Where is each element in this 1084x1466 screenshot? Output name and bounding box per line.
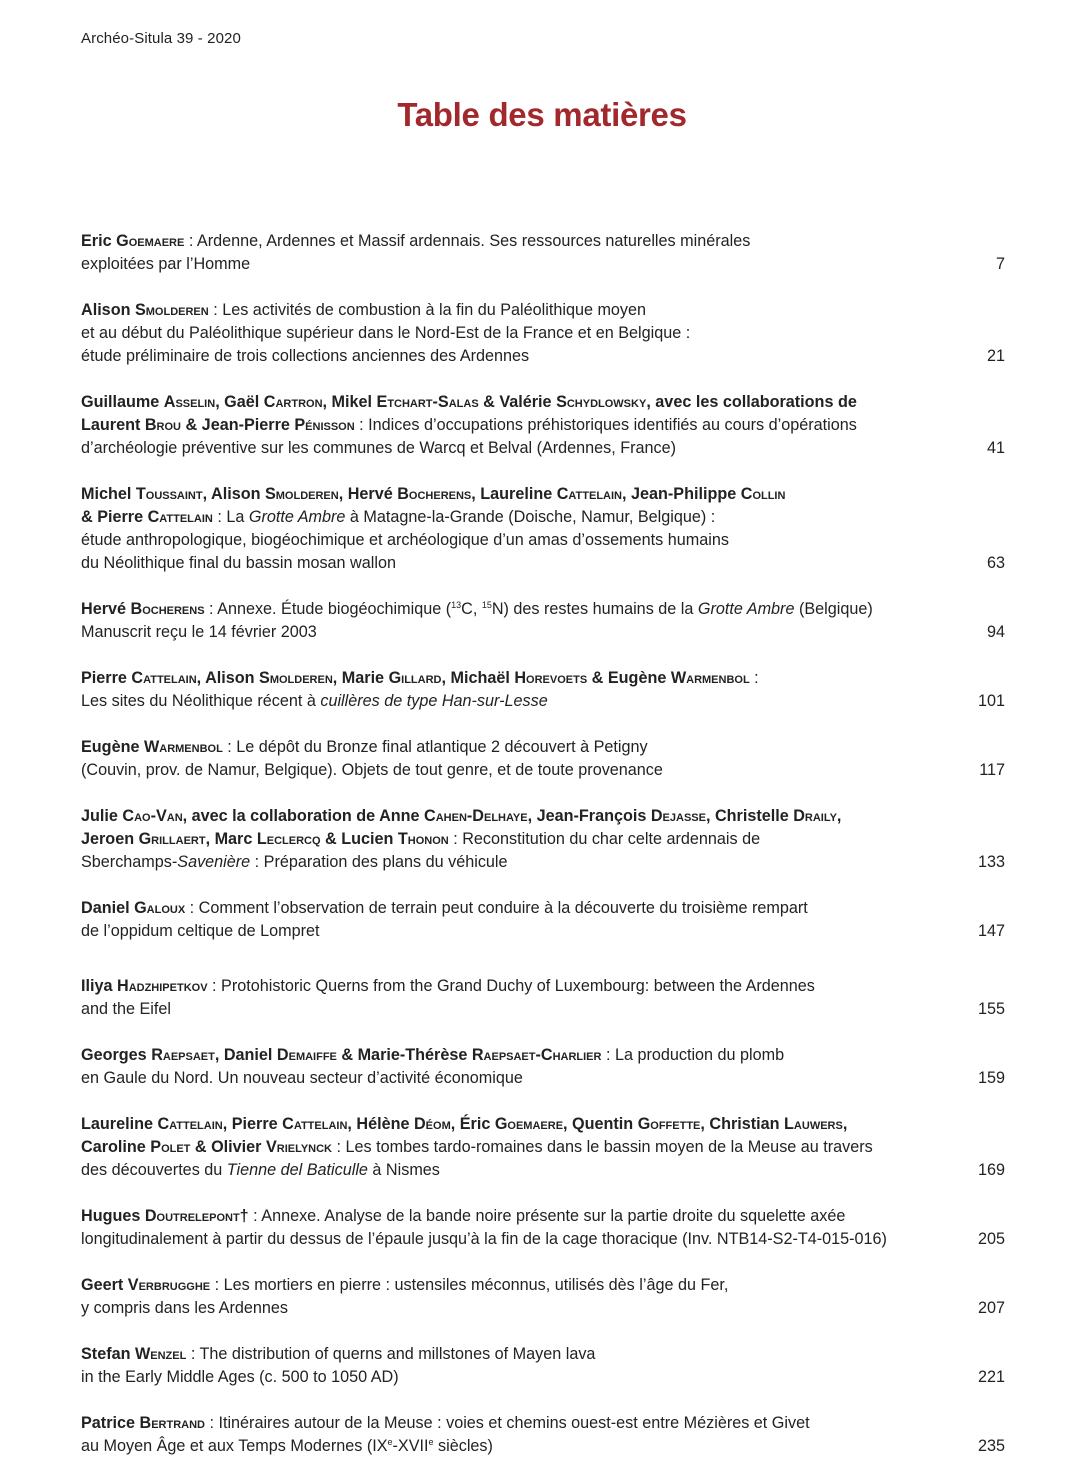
entry-line [81,1044,1011,1067]
toc-entry [81,391,1011,460]
author-surname: Smolderen [259,669,333,687]
entry-authors: & Pierre Cattelain [81,508,213,526]
author-surname: Warmenbol [143,738,223,756]
entry-title-text: Les sites du Néolithique récent à [81,692,321,710]
entry-line [81,1159,1011,1182]
entry-line [81,897,1011,920]
author-surname: Smolderen [264,485,339,503]
entry-title-text: : Annexe. Étude biogéochimique ( [204,600,452,618]
author-surname: Asselin [163,393,216,411]
toc-entry [81,1113,1011,1182]
toc-entry [81,1044,1011,1090]
superscript: e [387,1437,393,1447]
entry-authors: Michel Toussaint, Alison Smolderen, Hervé Bocherens, Laureline Cattelain, Jean-Philippe Collin [81,485,786,503]
entry-title-text: siècles) [433,1437,493,1455]
entry-title-text: : Ardenne, Ardennes et Massif ardennais. Ses ressources naturelles minérales [184,232,751,250]
entry-authors: Hervé Bocherens [81,600,205,618]
toc-entry [81,598,1011,644]
author-surname: Cattelain [282,1115,348,1133]
author-surname: Raepsaet-Charlier [471,1046,602,1064]
author-surname: Toussaint [135,485,203,503]
page-number: 155 [977,1000,1005,1018]
entry-title-text: : Itinéraires autour de la Meuse : voies et chemins ouest-est entre Mézières et Givet [204,1414,810,1432]
entry-title-text: des découvertes du [81,1161,227,1179]
entry-line [81,667,1011,690]
entry-line [81,690,1011,713]
author-surname: Demaiffe [276,1046,337,1064]
author-surname: Warmenbol [670,669,750,687]
entry-line [81,1435,1011,1458]
entry-line [81,299,1011,322]
author-surname: Raepsaet [151,1046,215,1064]
author-surname: Pénisson [294,416,355,434]
entry-authors: Pierre Cattelain, Alison Smolderen, Marie Gillard, Michaël Horevoets & Eugène Warmenbol [81,669,750,687]
entry-line: en Gaule du Nord. Un nouveau secteur d’activité économique [81,1069,523,1087]
entry-authors: Jeroen Grillaert, Marc Leclercq & Lucien Thonon [81,830,449,848]
author-surname: Cattelain [147,508,213,526]
entry-authors: Laureline Cattelain, Pierre Cattelain, Hélène Déom, Éric Goemaere, Quentin Goffette, Christian Lauwers, [81,1115,848,1133]
entry-authors: Stefan Wenzel [81,1345,187,1363]
toc-entry [81,897,1011,943]
entry-line [81,414,1011,437]
entry-title-italic: cuillères de type Han-sur-Lesse [320,692,548,710]
superscript: 13 [451,600,462,610]
entry-title-text: : La production du plomb [601,1046,785,1064]
author-surname: Cattelain [131,669,197,687]
page-number: 21 [986,347,1005,365]
author-surname: Polet [150,1138,191,1156]
author-surname: Wenzel [134,1345,187,1363]
author-surname: Horevoets [514,669,588,687]
entry-title-text: : Comment l’observation de terrain peut conduire à la découverte du troisième rempart [185,899,808,917]
entry-title-italic: Tienne del Baticulle [226,1161,368,1179]
entry-line: longitudinalement à partir du dessus de l’épaule jusqu’à la fin de la cage thoracique (Inv. NTB14-S2-T4-015-016) [81,1230,887,1248]
page-number: 7 [995,255,1005,273]
author-surname: Verbrugghe [127,1276,211,1294]
toc-entry [81,1205,1011,1251]
entry-title-text: : Le dépôt du Bronze final atlantique 2 découvert à Petigny [222,738,648,756]
toc-entry [81,483,1011,575]
toc-entry [81,1274,1011,1320]
page-number: 169 [977,1161,1005,1179]
entry-title-text: : The distribution of querns and millstones of Mayen lava [186,1345,596,1363]
dagger-mark: † [239,1207,249,1225]
author-surname: Thonon [397,830,449,848]
author-surname: Lauwers [784,1115,843,1133]
entry-line: Manuscrit reçu le 14 février 2003 [81,623,317,641]
author-surname: Hadzhipetkov [117,977,208,995]
author-surname: Doutrelepont [144,1207,240,1225]
entry-line [81,1274,1011,1297]
entry-title-text: Sberchamps- [81,853,178,871]
entry-line [81,736,1011,759]
author-surname: Cao-Van [122,807,183,825]
page-number: 159 [977,1069,1005,1087]
page-number: 147 [977,922,1005,940]
entry-title-text: à Nismes [367,1161,440,1179]
entry-line [81,391,1011,414]
entry-line: (Couvin, prov. de Namur, Belgique). Objets de tout genre, et de toute provenance [81,761,663,779]
author-surname: Galoux [134,899,186,917]
page-number: 205 [977,1230,1005,1248]
entry-line [81,230,1011,253]
entry-title-text: N) des restes humains de la [491,600,698,618]
author-surname: Collin [740,485,786,503]
author-surname: Vrielynck [265,1138,332,1156]
author-surname: Déom [413,1115,451,1133]
entry-title-text: : Les tombes tardo-romaines dans le bassin moyen de la Meuse au travers [332,1138,873,1156]
entry-title-text: : Annexe. Analyse de la bande noire présente sur la partie droite du squelette axée [248,1207,846,1225]
entry-line: d’archéologie préventive sur les communes de Warcq et Belval (Ardennes, France) [81,439,677,457]
entry-line: du Néolithique final du bassin mosan wallon [81,554,396,572]
entry-line [81,828,1011,851]
entry-title-text: -XVII [392,1437,429,1455]
entry-line [81,483,1011,506]
entry-authors: Patrice Bertrand [81,1414,205,1432]
entry-line: y compris dans les Ardennes [81,1299,288,1317]
entry-authors: Daniel Galoux [81,899,186,917]
entry-authors: Caroline Polet & Olivier Vrielynck [81,1138,332,1156]
entry-line: de l’oppidum celtique de Lompret [81,922,320,940]
entry-line [81,506,1011,529]
page-number: 63 [986,554,1005,572]
entry-line: exploitées par l’Homme [81,255,251,273]
entry-line [81,851,1011,874]
toc-entry [81,1412,1011,1458]
entry-title-italic: Grotte Ambre [697,600,795,618]
author-surname: Goemaere [494,1115,564,1133]
toc-entry [81,299,1011,368]
entry-title-text: : Indices d’occupations préhistoriques identifiés au cours d’opérations [354,416,857,434]
toc-entry [81,975,1011,1021]
entry-authors: Iliya Hadzhipetkov [81,977,208,995]
entry-authors: Eric Goemaere [81,232,185,250]
entry-line: étude préliminaire de trois collections anciennes des Ardennes [81,347,530,365]
toc-entry [81,667,1011,713]
page-number: 207 [977,1299,1005,1317]
page-number: 94 [986,623,1005,641]
entry-line [81,805,1011,828]
page-number: 41 [986,439,1005,457]
entry-authors: Hugues Doutrelepont [81,1207,240,1225]
entry-line: et au début du Paléolithique supérieur dans le Nord-Est de la France et en Belgique : [81,324,691,342]
author-surname: Grillaert [138,830,206,848]
superscript: e [428,1437,434,1447]
author-surname: Cartron [263,393,323,411]
toc-entry [81,736,1011,782]
entry-line: étude anthropologique, biogéochimique et archéologique d’un amas d’ossements humains [81,531,729,549]
entry-line [81,598,1011,621]
author-surname: Bocherens [130,600,205,618]
entry-authors: Eugène Warmenbol [81,738,223,756]
entry-title-text: : Préparation des plans du véhicule [250,853,508,871]
author-surname: Cahen-Delhaye [424,807,528,825]
entry-title-italic: Grotte Ambre [248,508,346,526]
page-number: 101 [977,692,1005,710]
entry-line [81,1343,1011,1366]
entry-title-text: : La [212,508,249,526]
author-surname: Leclercq [256,830,321,848]
entry-line [81,1113,1011,1136]
entry-authors: Alison Smolderen [81,301,209,319]
table-of-contents [81,230,1011,1466]
entry-title-text: (Belgique) [794,600,873,618]
entry-title-text: C, [461,600,482,618]
entry-authors: Guillaume Asselin, Gaël Cartron, Mikel Etchart-Salas & Valérie Schydlowsky, avec les collaborations de [81,393,857,411]
author-surname: Cattelain [157,1115,223,1133]
entry-title-text: : Protohistoric Querns from the Grand Duchy of Luxembourg: between the Ardennes [207,977,815,995]
entry-authors: Julie Cao-Van, avec la collaboration de Anne Cahen-Delhaye, Jean-François Dejasse, Christelle Draily, [81,807,842,825]
entry-title-text: : Les mortiers en pierre : ustensiles méconnus, utilisés dès l’âge du Fer, [210,1276,729,1294]
entry-authors: Georges Raepsaet, Daniel Demaiffe & Marie-Thérèse Raepsaet-Charlier [81,1046,602,1064]
author-surname: Bertrand [139,1414,205,1432]
author-surname: Goemaere [116,232,185,250]
page-number: 117 [979,761,1005,779]
entry-title-text: : Reconstitution du char celte ardennais de [448,830,761,848]
page-title: Table des matières [397,96,687,133]
entry-line: in the Early Middle Ages (c. 500 to 1050 AD) [81,1368,399,1386]
entry-title-text: : [749,669,759,687]
entry-title-italic: Savenière [177,853,251,871]
journal-header: Archéo-Situla 39 - 2020 [81,30,241,47]
author-surname: Etchart-Salas [376,393,479,411]
author-surname: Gillard [388,669,442,687]
author-surname: Dejasse [650,807,706,825]
page-number: 133 [977,853,1005,871]
author-surname: Smolderen [134,301,209,319]
entry-line [81,975,1011,998]
entry-line [81,1205,1011,1228]
entry-authors: Laurent Brou & Jean-Pierre Pénisson [81,416,355,434]
author-surname: Schydlowsky [556,393,647,411]
entry-title-text: au Moyen Âge et aux Temps Modernes (IX [81,1437,388,1455]
author-surname: Cattelain [556,485,622,503]
entry-authors: Geert Verbrugghe [81,1276,211,1294]
page-number: 235 [977,1437,1005,1455]
toc-entry [81,805,1011,874]
author-surname: Draily [793,807,837,825]
toc-entry [81,230,1011,276]
page-number: 221 [977,1368,1005,1386]
toc-entry [81,1343,1011,1389]
entry-title-text: : Les activités de combustion à la fin du Paléolithique moyen [208,301,647,319]
author-surname: Bocherens [397,485,472,503]
entry-title-text: à Matagne-la-Grande (Doische, Namur, Belgique) : [345,508,716,526]
superscript: 15 [481,600,492,610]
author-surname: Goffette [637,1115,701,1133]
author-surname: Brou [144,416,181,434]
entry-line [81,1412,1011,1435]
entry-line [81,1136,1011,1159]
entry-line: and the Eifel [81,1000,171,1018]
